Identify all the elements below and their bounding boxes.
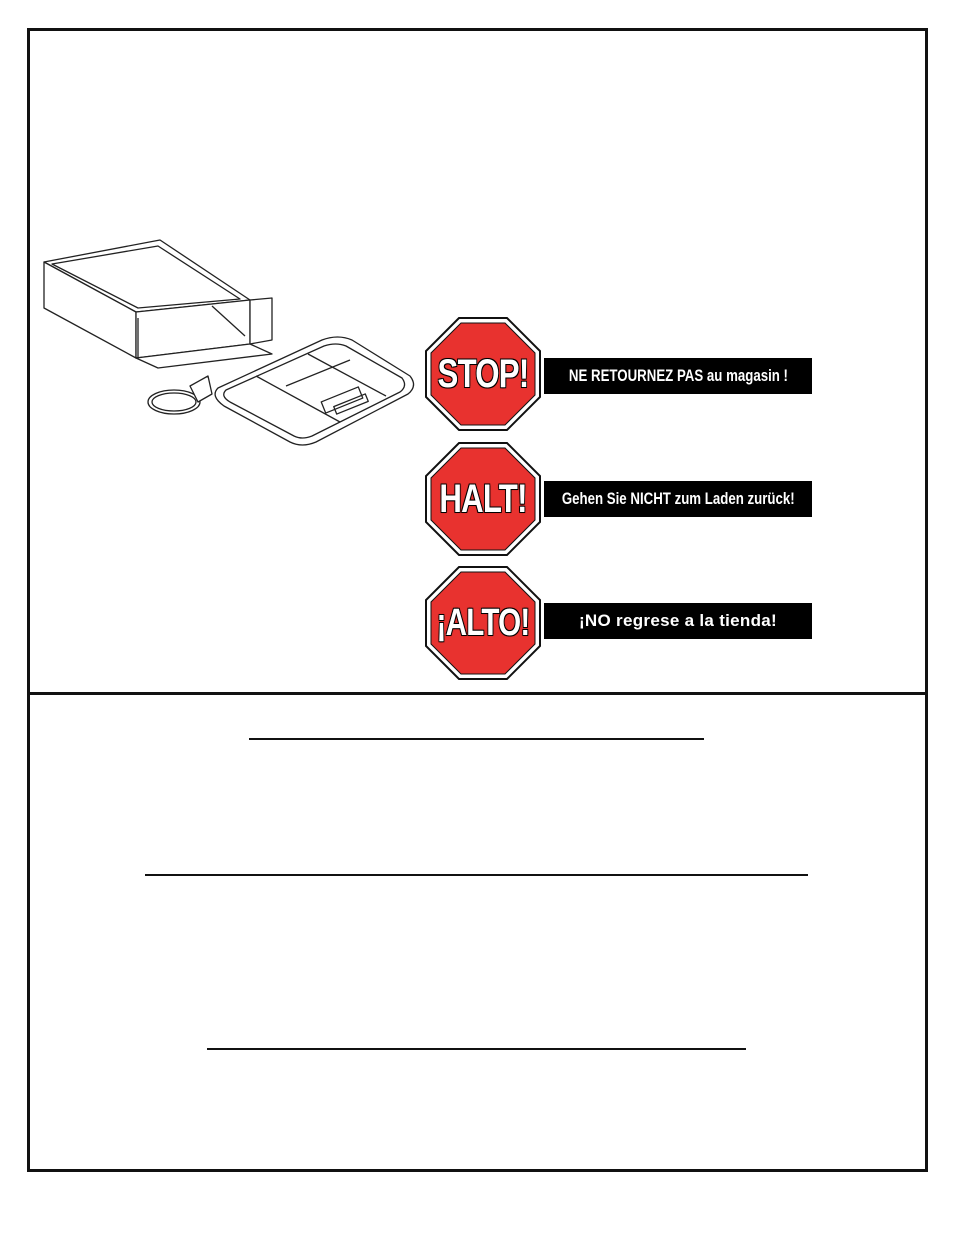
warning-banner <box>544 358 812 394</box>
warning-banner <box>544 603 812 639</box>
warning-message: ¡NO regrese a la tienda! <box>578 611 778 630</box>
warning-banner <box>544 481 812 517</box>
sign-word: STOP! <box>437 351 529 396</box>
sign-row-stop <box>424 316 824 432</box>
blank-line <box>249 738 704 740</box>
blank-line <box>145 874 808 876</box>
blank-line <box>207 1048 746 1050</box>
open-box-with-frame-and-fittings-icon <box>40 236 420 451</box>
sign-row-alto <box>424 565 824 681</box>
sign-word: HALT! <box>439 476 527 521</box>
warning-message: NE RETOURNEZ PAS au magasin ! <box>568 366 788 385</box>
sign-word: ¡ALTO! <box>436 601 530 644</box>
warning-message: Gehen Sie NICHT zum Laden zurück! <box>561 489 795 508</box>
sign-row-halt <box>424 441 824 557</box>
section-divider <box>27 692 928 695</box>
